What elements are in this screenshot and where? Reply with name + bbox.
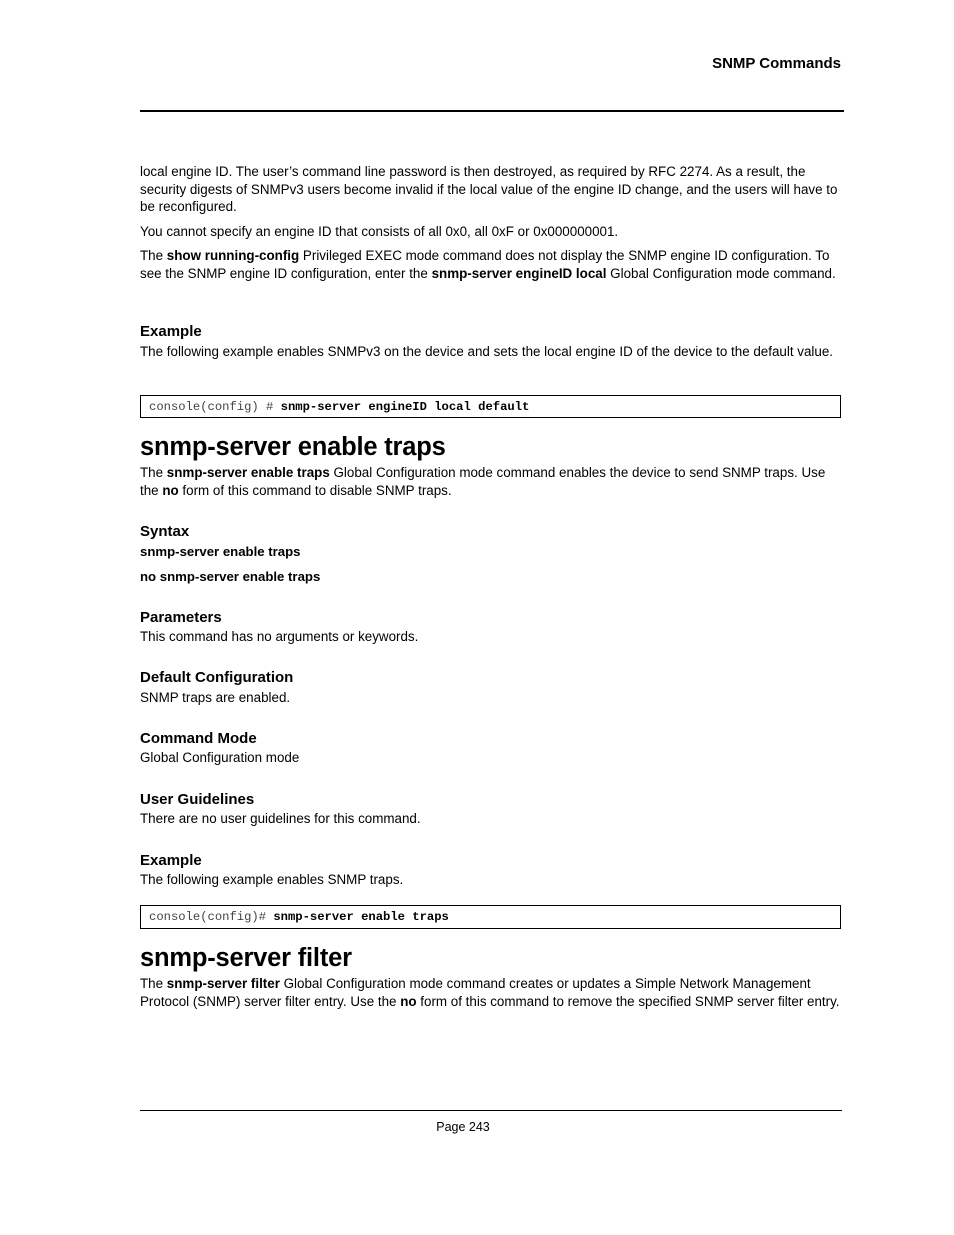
text: form of this command to remove the specified SNMP server filter entry.	[416, 993, 840, 1009]
intro-paragraph: local engine ID. The user’s command line password is then destroyed, as required by RFC 2274. As a result, the security digests of SNMPv3 users become invalid if the local value of the engine ID change, and the users will have to be reconfigured.	[140, 164, 838, 215]
text: The	[140, 248, 167, 263]
user-guidelines-text: There are no user guidelines for this command.	[140, 811, 421, 826]
text: Global Configuration mode command.	[606, 265, 836, 281]
default-config-text: SNMP traps are enabled.	[140, 690, 291, 705]
code-example	[140, 395, 841, 418]
engine-id-restriction: You cannot specify an engine ID that consists of all 0x0, all 0xF or 0x000000001.	[140, 224, 619, 239]
running-config-note	[140, 247, 842, 282]
command-ref: snmp-server enable traps	[166, 465, 330, 480]
code-command: snmp-server enable traps	[273, 910, 449, 924]
default-config-heading: Default Configuration	[140, 669, 294, 686]
section-title-filter: snmp-server filter	[140, 944, 352, 972]
command-ref: no	[400, 993, 417, 1009]
code-prompt: console(config)#	[149, 910, 274, 924]
command-mode-text: Global Configuration mode	[140, 750, 300, 765]
text: The	[140, 465, 167, 480]
header-rule	[140, 110, 844, 112]
example-heading: Example	[140, 323, 202, 340]
syntax-no-command: no snmp-server enable traps	[140, 569, 321, 584]
command-ref: no	[162, 482, 179, 498]
page-number: Page 243	[436, 1120, 490, 1134]
code-command: snmp-server engineID local default	[280, 400, 530, 414]
example-heading: Example	[140, 852, 202, 869]
enable-traps-description	[140, 464, 842, 499]
example-text: The following example enables SNMPv3 on the device and sets the local engine ID of the device to the default value.	[140, 344, 834, 359]
command-mode-heading: Command Mode	[140, 730, 257, 747]
text: Global Configuration mode command enables the device to send SNMP traps. Use the	[140, 465, 826, 498]
parameters-heading: Parameters	[140, 609, 222, 626]
text: form of this command to disable SNMP traps.	[178, 482, 452, 498]
example-text: The following example enables SNMP traps.	[140, 872, 404, 887]
footer-rule	[140, 1110, 842, 1111]
code-example	[140, 905, 841, 929]
code-prompt: console(config) #	[149, 400, 281, 414]
parameters-text: This command has no arguments or keywords.	[140, 629, 419, 644]
text: The	[140, 976, 167, 991]
syntax-command: snmp-server enable traps	[140, 544, 301, 559]
command-ref: snmp-server filter	[166, 976, 280, 991]
page-header-title: SNMP Commands	[712, 55, 841, 72]
command-ref: snmp-server engineID local	[431, 265, 607, 281]
command-ref: show running-config	[166, 248, 300, 263]
section-title-enable-traps: snmp-server enable traps	[140, 433, 446, 461]
syntax-heading: Syntax	[140, 523, 190, 540]
user-guidelines-heading: User Guidelines	[140, 791, 255, 808]
text: Global Configuration mode command creates or updates a Simple Network Management Protocol (SNMP) server filter entry. Use the	[140, 976, 811, 1009]
text: Privileged EXEC mode command does not display the SNMP engine ID configuration. To see the SNMP engine ID configuration, enter the	[140, 248, 830, 281]
filter-description	[140, 975, 842, 1010]
